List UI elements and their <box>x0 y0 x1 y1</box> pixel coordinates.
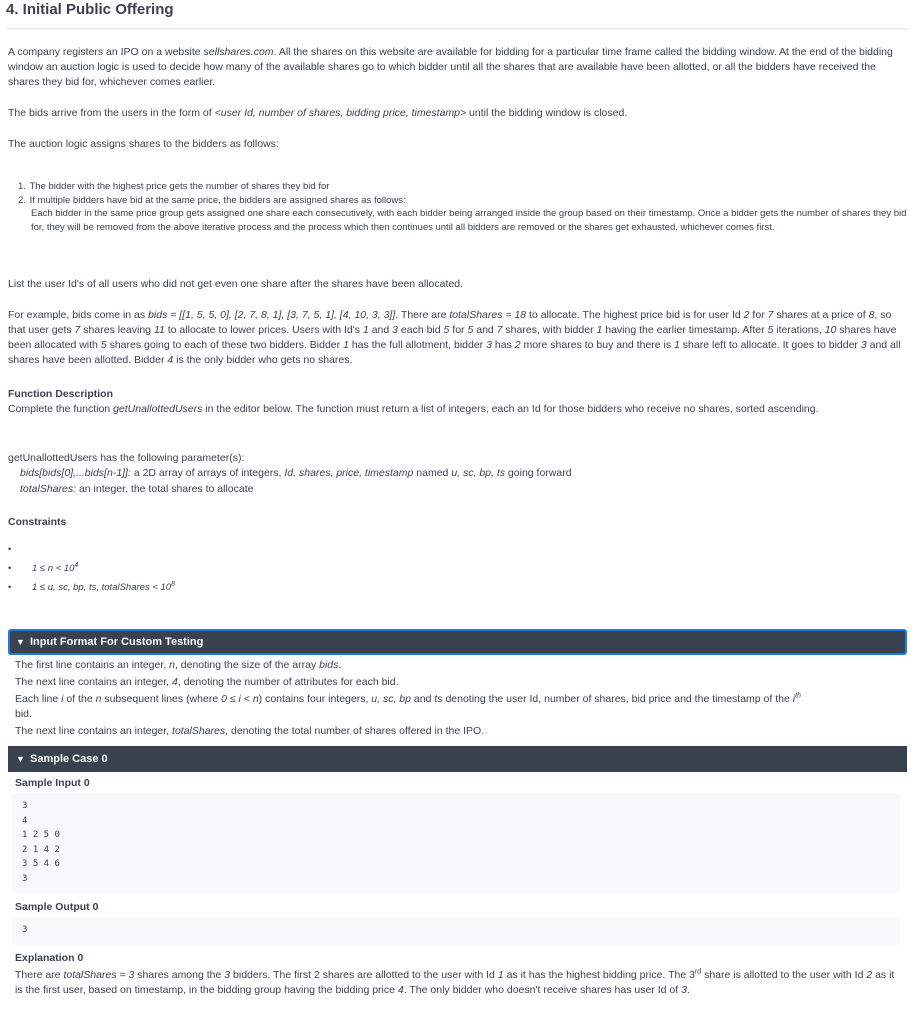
intro-text: The bids arrive from the users in the form of <box>8 107 215 119</box>
rule-text: If multiple bidders have bid at the same price, the bidders are assigned shares as follows: <box>29 194 406 206</box>
code-line: 3 <box>22 801 28 811</box>
site-name: sellshares.com <box>203 46 274 58</box>
constraint-values <box>8 580 175 595</box>
allocation-rules <box>18 180 907 234</box>
explanation-part: as it is the first user, based on timestamp, in the bidding group having the bidding price <box>15 969 895 996</box>
page-title: 4. Initial Public Offering <box>6 1 174 18</box>
example-text: iterations, <box>773 324 825 336</box>
example-text: to allocate to lower prices. Users with Id's <box>164 324 363 336</box>
task-statement: List the user Id's of all users who did not get even one share after the shares have been allocated. <box>8 278 463 290</box>
function-text: in the editor below. The function must return a list of integers, each an Id for those bidders who receive no shares, sorted ascending. <box>202 403 819 415</box>
explanation-label: Explanation 0 <box>15 952 84 964</box>
intro-text: A company registers an IPO on a website <box>8 46 204 58</box>
example-text: shares going to each of these two bidders. Bidder <box>106 339 344 351</box>
sample-output-label: Sample Output 0 <box>15 901 99 913</box>
example-text: more shares to buy and there is <box>520 339 675 351</box>
code-line: 2 1 4 2 <box>22 844 60 855</box>
example-text: shares have been allocated with <box>8 324 897 351</box>
example-text: share left to allocate. It goes to bidder <box>679 339 861 351</box>
format-var: n <box>169 659 175 671</box>
example-value: 1 <box>343 339 349 351</box>
format-text: ) contains four integers, <box>258 693 372 705</box>
example-text: for <box>449 324 468 336</box>
input-format-line-4 <box>15 724 903 739</box>
input-format-toggle[interactable] <box>8 629 907 655</box>
explanation-sup: rd <box>694 968 702 976</box>
example-text: . There are <box>395 309 450 321</box>
example-bids: bids = [[1, 5, 5, 0], [2, 7, 8, 1], [3, 7, 5, 1], [4, 10, 3, 3]] <box>148 309 396 321</box>
example-value: 1 <box>362 324 369 336</box>
intro-text: until the bidding window is closed. <box>466 107 628 119</box>
bullet: • <box>8 563 12 574</box>
format-text: of the <box>63 693 96 705</box>
format-text: , denoting the number of attributes for each bid. <box>177 676 399 688</box>
explanation-part: share is allotted to the user with Id <box>701 969 867 981</box>
example-text: and <box>368 324 393 336</box>
function-name: getUnallottedUsers <box>113 403 203 415</box>
example-value: 3 <box>486 339 492 351</box>
example-value: 5 <box>767 324 774 336</box>
example-value: 3 <box>860 339 867 351</box>
parameter-total-shares <box>20 482 907 497</box>
example-value: 11 <box>153 324 165 336</box>
explanation-part: bidders. The first 2 shares are allotted to the user with Id <box>230 969 498 981</box>
function-description-heading: Function Description <box>8 388 113 400</box>
section-title: Input Format For Custom Testing <box>30 636 204 648</box>
param-fields: Id, shares, price, timestamp <box>284 467 414 479</box>
format-text: . <box>338 659 342 671</box>
format-text: bid. <box>15 708 32 720</box>
explanation-part: . The only bidder who doesn't receive shares has user Id of <box>403 984 682 996</box>
sample-input-label: Sample Input 0 <box>15 777 90 789</box>
example-text: to allocate. The highest price bid is for user Id <box>526 309 744 321</box>
constraint-text: 1 ≤ u, sc, bp, ts, totalShares < 10 <box>32 582 172 593</box>
example-text: having the earlier timestamp. After <box>602 324 768 336</box>
example-value: 10 <box>824 324 837 336</box>
caret-down-icon: ▼ <box>16 754 25 764</box>
example-text: , so that user gets <box>8 309 892 336</box>
explanation-var: 2 <box>866 969 873 981</box>
constraint-exponent: 8 <box>171 580 175 588</box>
param-text: named <box>413 467 452 479</box>
format-var: n <box>95 693 102 705</box>
rule-number: 1. <box>18 181 26 192</box>
example-value: 5 <box>443 324 450 336</box>
code-line: 3 <box>22 925 28 935</box>
param-name: totalShares: <box>20 483 77 495</box>
explanation-var: 1 <box>497 969 504 981</box>
constraint-n <box>8 561 78 576</box>
format-text: Each line <box>15 693 62 705</box>
section-title: Sample Case 0 <box>30 753 108 765</box>
sample-case-toggle[interactable] <box>8 746 907 772</box>
explanation-var: totalShares = 3 <box>63 969 135 981</box>
format-var: ts <box>434 693 443 705</box>
example-text: shares leaving <box>80 324 154 336</box>
code-line: 3 <box>22 873 28 884</box>
function-text: Complete the function <box>8 403 114 415</box>
parameters-intro: getUnallottedUsers has the following parameter(s): <box>8 452 245 464</box>
explanation-part: as it has the highest bidding price. The 3 <box>503 969 695 981</box>
caret-down-icon: ▼ <box>16 637 25 647</box>
explanation-var: 3 <box>681 984 687 996</box>
intro-paragraph-3: The auction logic assigns shares to the bidders as follows: <box>8 138 279 150</box>
bullet: • <box>8 544 12 555</box>
example-text: and <box>473 324 497 336</box>
format-var: totalShares <box>172 725 226 737</box>
explanation-var: 3 <box>224 969 231 981</box>
explanation-part: shares among the <box>134 969 225 981</box>
example-value: 7 <box>74 324 81 336</box>
explanation-part: There are <box>15 969 64 981</box>
sample-input-block <box>12 793 900 893</box>
code-line: 1 2 5 0 <box>22 830 60 841</box>
example-text: shares, with bidder <box>502 324 597 336</box>
rule-item <box>18 180 907 194</box>
format-var: u, sc, bp <box>371 693 411 705</box>
parameter-bids <box>20 466 907 481</box>
title-divider <box>6 28 909 29</box>
format-var: bids <box>319 659 339 671</box>
example-value: 7 <box>767 309 774 321</box>
constraints-heading: Constraints <box>8 516 67 528</box>
param-text: a 2D array of arrays of integers, <box>130 467 285 479</box>
function-description <box>8 402 907 417</box>
code-line: 4 <box>22 815 28 826</box>
example-text: is the only bidder who gets no shares. <box>173 354 353 366</box>
example-value: 2 <box>743 309 750 321</box>
intro-paragraph-2 <box>8 106 907 121</box>
rule-text: The bidder with the highest price gets the number of shares they bid for <box>29 181 330 192</box>
bullet: • <box>8 582 12 593</box>
explanation-var: 4 <box>397 984 404 996</box>
format-text: , denoting the total number of shares offered in the IPO. <box>225 725 485 737</box>
rule-number: 2. <box>18 194 26 206</box>
input-format-line-1 <box>15 658 903 673</box>
rule-item <box>18 194 907 235</box>
example-text: shares at a price of <box>773 309 869 321</box>
intro-paragraph-1 <box>8 45 907 90</box>
example-text: each bid <box>397 324 444 336</box>
constraint-text: 1 ≤ n < 10 <box>32 563 75 574</box>
format-text: The next line contains an integer, <box>15 676 173 688</box>
example-value: 3 <box>392 324 398 336</box>
code-line: 3 5 4 6 <box>22 859 60 870</box>
example-value: 4 <box>167 354 174 366</box>
constraint-exponent: 4 <box>74 561 79 569</box>
example-text: For example, bids come in as <box>8 309 149 321</box>
explanation-text <box>15 968 903 998</box>
input-format-line-2 <box>15 675 903 690</box>
example-text: and all shares have been allotted. Bidder <box>8 339 901 366</box>
format-text: The next line contains an integer, <box>15 725 173 737</box>
format-text: and <box>411 693 435 705</box>
example-value: 1 <box>674 339 680 351</box>
example-value: 5 <box>467 324 474 336</box>
format-text: The first line contains an integer, <box>15 659 170 671</box>
example-value: 7 <box>496 324 503 336</box>
intro-text: . All the shares on this website are available for bidding for a particular time frame called the bidding window. At the end of the bidding window an auction logic is used to decide how many of the available shares go to which bidder until all the shares that are available have been allotted, or all the bidders have received the shares they bid for, whichever comes earlier. <box>8 46 893 88</box>
example-paragraph <box>8 308 907 368</box>
example-text: has <box>491 339 515 351</box>
sample-output-block <box>12 917 900 945</box>
input-format-line-3 <box>15 692 903 722</box>
format-var: i <box>792 693 796 705</box>
example-value: 8 <box>868 309 875 321</box>
format-text: subsequent lines (where <box>101 693 222 705</box>
example-value: 5 <box>100 339 107 351</box>
constraint-empty <box>8 542 32 557</box>
format-text: , denoting the size of the array <box>174 659 320 671</box>
format-var: i <box>61 693 64 705</box>
param-text: going forward <box>505 467 572 479</box>
format-var: 4 <box>172 676 178 688</box>
explanation-part: . <box>686 984 690 996</box>
example-value: 2 <box>514 339 521 351</box>
param-name: bids[bids[0],...bids[n-1]]: <box>20 467 131 479</box>
example-total: totalShares = 18 <box>449 309 527 321</box>
format-sup: th <box>795 692 801 700</box>
example-value: 1 <box>596 324 603 336</box>
param-text: an integer, the total shares to allocate <box>76 483 254 495</box>
rule-detail: Each bidder in the same price group gets assigned one share each consecutively, with each bidder being arranged inside the group based on their timestamp. Once a bidder gets the number of shares they bid for, they will be removed from the above iterative process and the process which then continues until all bidders are removed or the shares get exhausted, whichever comes first. <box>31 208 907 233</box>
bid-format: <user Id, number of shares, bidding price, timestamp> <box>214 107 467 119</box>
param-field-names: u, sc, bp, ts <box>451 467 506 479</box>
format-text: denoting the user Id, number of shares, bid price and the timestamp of the <box>442 693 793 705</box>
format-var: 0 ≤ i < n <box>221 693 259 705</box>
example-text: has the full allotment, bidder <box>348 339 487 351</box>
example-text: for <box>749 309 768 321</box>
